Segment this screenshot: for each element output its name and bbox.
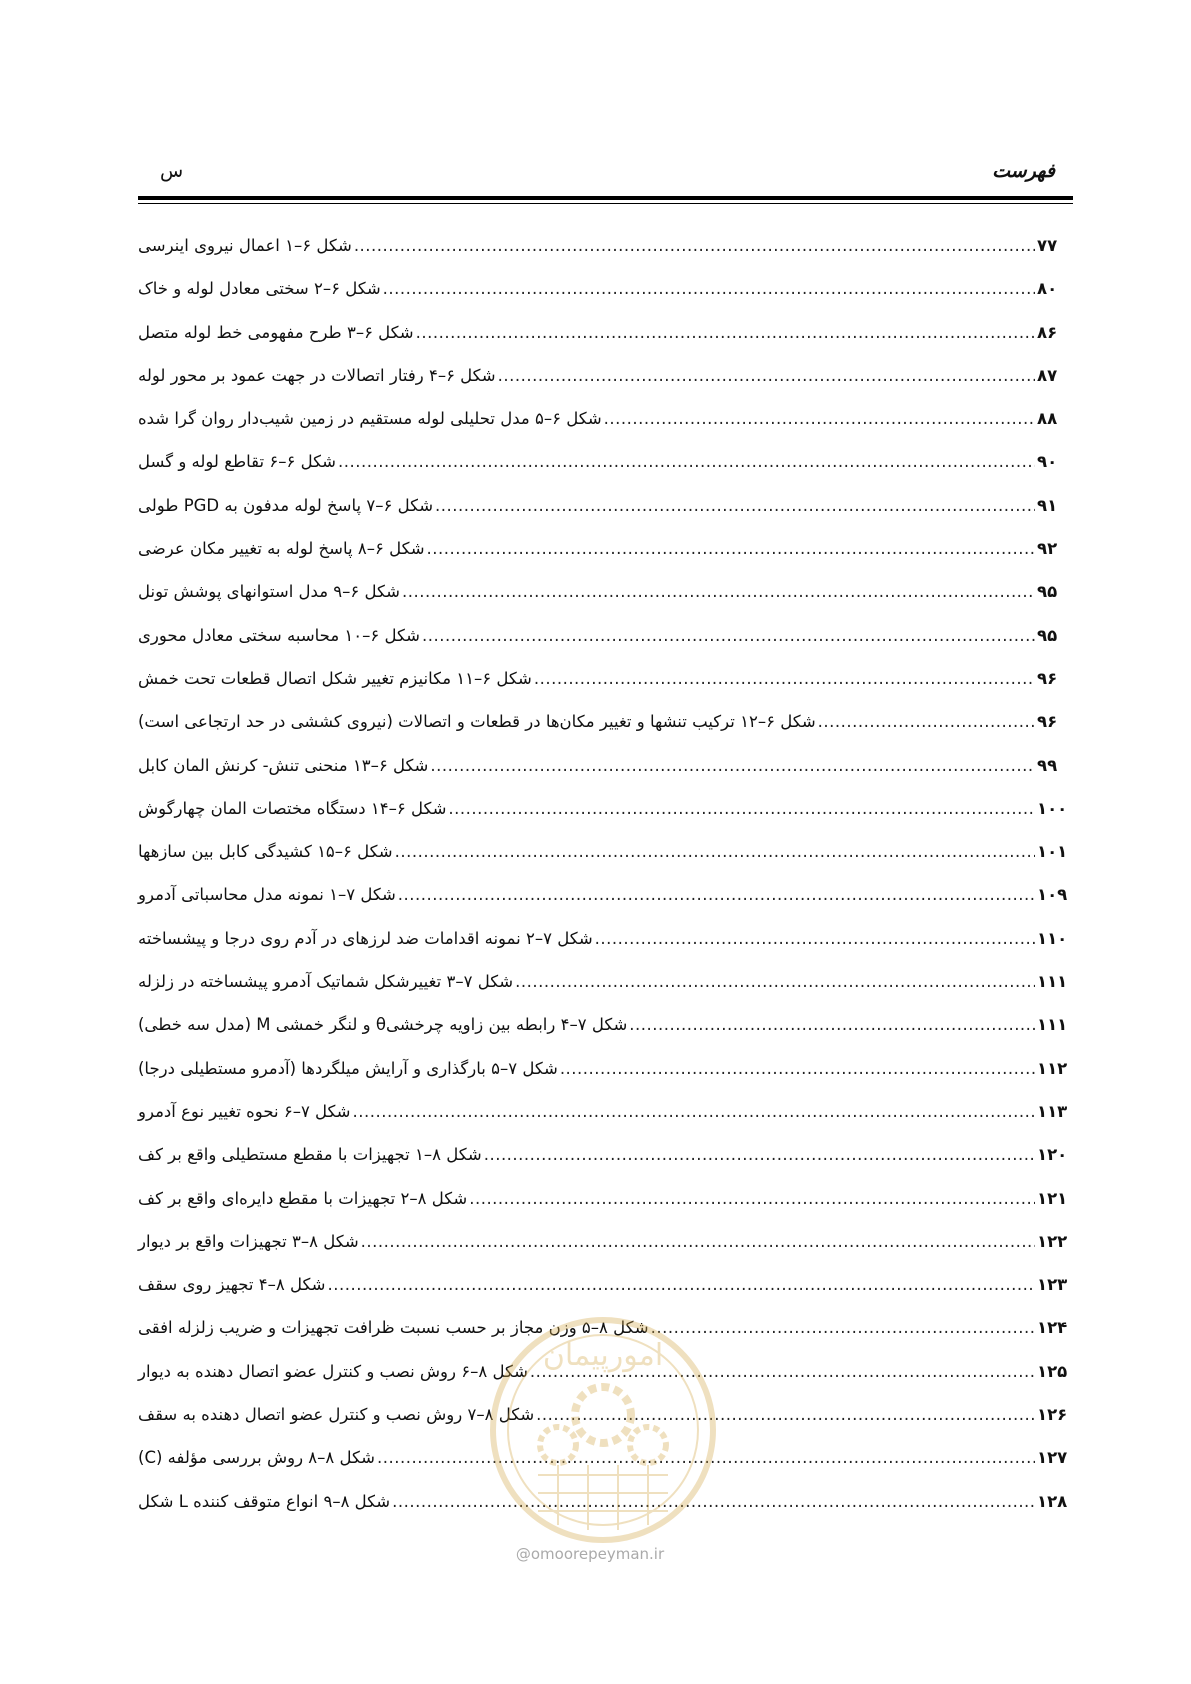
toc-leader-dots bbox=[427, 539, 1035, 558]
toc-entry-label: شکل ۶–۶ تقاطع لوله و گسل bbox=[138, 452, 337, 472]
figure-list bbox=[138, 236, 1073, 1535]
toc-entry-page: ۸۷ bbox=[1037, 365, 1058, 385]
toc-entry-label: شکل ۶–۱۳ منحنی تنش- کرنش المان کابل bbox=[138, 755, 429, 775]
toc-entry[interactable] bbox=[138, 409, 1073, 452]
toc-leader-dots bbox=[416, 323, 1035, 342]
toc-entry-page: ۱۰۰ bbox=[1037, 798, 1068, 818]
toc-entry-label: شکل ۶–۸ پاسخ لوله به تغییر مکان عرضی bbox=[138, 539, 425, 559]
toc-leader-dots bbox=[353, 1102, 1036, 1121]
toc-entry-page: ۹۵ bbox=[1037, 582, 1058, 602]
header-rule-thin bbox=[138, 203, 1073, 204]
toc-leader-dots bbox=[498, 366, 1035, 385]
toc-entry[interactable] bbox=[138, 366, 1073, 409]
toc-leader-dots bbox=[422, 626, 1035, 645]
toc-leader-dots bbox=[604, 409, 1035, 428]
toc-entry-page: ۱۲۸ bbox=[1037, 1491, 1068, 1511]
toc-entry[interactable] bbox=[138, 1059, 1073, 1102]
toc-entry[interactable] bbox=[138, 669, 1073, 712]
toc-entry-page: ۱۱۰ bbox=[1037, 928, 1068, 948]
toc-leader-dots bbox=[383, 279, 1035, 298]
toc-leader-dots bbox=[338, 452, 1035, 471]
toc-entry[interactable] bbox=[138, 842, 1073, 885]
toc-entry-page: ۹۵ bbox=[1037, 625, 1058, 645]
toc-entry-label: شکل ۶–۷ پاسخ لوله مدفون به PGD طولی bbox=[138, 495, 434, 515]
toc-leader-dots bbox=[515, 972, 1035, 991]
toc-entry-label: شکل ۶–۱۴ دستگاه مختصات المان چهارگوش bbox=[138, 798, 447, 818]
page-title: فهرست bbox=[992, 160, 1055, 182]
toc-entry-label: شکل ۸–۱ تجهیزات با مقطع مستطیلی واقع بر کف bbox=[138, 1145, 482, 1165]
toc-entry[interactable] bbox=[138, 885, 1073, 928]
toc-entry-page: ۱۲۲ bbox=[1037, 1231, 1068, 1251]
toc-entry[interactable] bbox=[138, 323, 1073, 366]
toc-leader-dots bbox=[530, 1362, 1035, 1381]
toc-entry-page: ۱۲۳ bbox=[1037, 1275, 1068, 1295]
toc-entry-label: شکل ۷–۵ بارگذاری و آرایش میلگردها (آدمرو مستطیلی درجا) bbox=[138, 1058, 558, 1078]
toc-entry[interactable] bbox=[138, 496, 1073, 539]
toc-entry[interactable] bbox=[138, 279, 1073, 322]
toc-entry[interactable] bbox=[138, 1405, 1073, 1448]
toc-entry-page: ۱۱۳ bbox=[1037, 1101, 1068, 1121]
toc-entry-label: شکل ۸–۸ روش بررسی مؤلفه (C) bbox=[138, 1448, 375, 1468]
toc-entry-page: ۹۰ bbox=[1037, 452, 1058, 472]
toc-entry-label: شکل ۶–۹ مدل استوانهای پوشش تونل bbox=[138, 582, 400, 602]
toc-entry-page: ۱۲۷ bbox=[1037, 1448, 1068, 1468]
toc-entry[interactable] bbox=[138, 1448, 1073, 1491]
toc-entry[interactable] bbox=[138, 799, 1073, 842]
toc-entry-page: ۹۹ bbox=[1037, 755, 1058, 775]
toc-entry-label: شکل ۸–۵ وزن مجاز بر حسب نسبت ظرافت تجهیزات و ضریب زلزله افقی bbox=[138, 1318, 649, 1338]
toc-entry-label: شکل ۶–۱۱ مکانیزم تغییر شکل اتصال قطعات تحت خمش bbox=[138, 668, 532, 688]
toc-entry-label: شکل ۷–۱ نمونه مدل محاسباتی آدمرو bbox=[138, 885, 396, 905]
toc-entry-label: شکل ۷–۶ نحوه تغییر نوع آدمرو bbox=[138, 1101, 351, 1121]
toc-entry[interactable] bbox=[138, 1492, 1073, 1535]
toc-leader-dots bbox=[392, 1492, 1035, 1511]
toc-leader-dots bbox=[377, 1448, 1035, 1467]
toc-entry-page: ۱۰۹ bbox=[1037, 885, 1068, 905]
toc-entry[interactable] bbox=[138, 452, 1073, 495]
toc-entry-label: شکل ۶–۳ طرح مفهومی خط لوله متصل bbox=[138, 322, 414, 342]
toc-leader-dots bbox=[818, 712, 1035, 731]
toc-entry-page: ۱۲۰ bbox=[1037, 1145, 1068, 1165]
toc-leader-dots bbox=[395, 842, 1035, 861]
toc-entry-page: ۱۰۱ bbox=[1037, 842, 1068, 862]
toc-entry-label: شکل ۶–۲ سختی معادل لوله و خاک bbox=[138, 279, 381, 299]
toc-entry[interactable] bbox=[138, 972, 1073, 1015]
toc-entry-label: شکل ۷–۴ رابطه بین زاویه چرخشیθ و لنگر خمشی M (مدل سه خطی) bbox=[138, 1015, 628, 1035]
toc-entry-label: شکل ۶–۴ رفتار اتصالات در جهت عمود بر محور لوله bbox=[138, 365, 496, 385]
toc-leader-dots bbox=[651, 1318, 1035, 1337]
toc-entry[interactable] bbox=[138, 929, 1073, 972]
toc-entry-label: شکل ۸–۳ تجهیزات واقع بر دیوار bbox=[138, 1231, 359, 1251]
toc-entry-label: شکل ۸–۹ انواع متوقف کننده L شکل bbox=[138, 1491, 391, 1511]
toc-leader-dots bbox=[361, 1232, 1035, 1251]
watermark-logo-text: امورپیمان bbox=[542, 1338, 664, 1373]
toc-entry-label: شکل ۶–۱ اعمال نیروی اینرسی bbox=[138, 236, 352, 255]
toc-entry-page: ۱۲۵ bbox=[1037, 1361, 1068, 1381]
page-header bbox=[138, 158, 1073, 198]
toc-entry[interactable] bbox=[138, 1145, 1073, 1188]
toc-leader-dots bbox=[534, 669, 1035, 688]
header-rule-thick bbox=[138, 196, 1073, 200]
toc-entry-page: ۹۶ bbox=[1037, 712, 1058, 732]
toc-entry-label: شکل ۸–۲ تجهیزات با مقطع دایره‌ای واقع بر کف bbox=[138, 1188, 468, 1208]
page-number: س bbox=[160, 160, 184, 182]
toc-entry-page: ۱۲۶ bbox=[1037, 1405, 1068, 1425]
toc-leader-dots bbox=[536, 1405, 1035, 1424]
toc-entry-page: ۸۰ bbox=[1037, 279, 1058, 299]
toc-entry[interactable] bbox=[138, 1015, 1073, 1058]
toc-entry[interactable] bbox=[138, 539, 1073, 582]
watermark-site: @omoorepeyman.ir bbox=[515, 1545, 665, 1563]
toc-entry[interactable] bbox=[138, 1189, 1073, 1232]
toc-entry[interactable] bbox=[138, 756, 1073, 799]
toc-entry-label: شکل ۶–۱۲ ترکیب تنشها و تغییر مکان‌ها در قطعات و اتصالات (نیروی کششی در حد ارتجاعی است) bbox=[138, 712, 816, 732]
toc-entry-label: شکل ۶–۵ مدل تحلیلی لوله مستقیم در زمین شیب‌دار روان گرا شده bbox=[138, 409, 602, 429]
toc-entry-label: شکل ۶–۱۰ محاسبه سختی معادل محوری bbox=[138, 625, 420, 645]
toc-entry-page: ۹۲ bbox=[1037, 539, 1058, 559]
toc-entry-page: ۱۲۴ bbox=[1037, 1318, 1068, 1338]
toc-entry[interactable] bbox=[138, 626, 1073, 669]
toc-entry-page: ۱۱۱ bbox=[1037, 972, 1068, 992]
toc-leader-dots bbox=[469, 1189, 1035, 1208]
toc-entry-page: ۸۶ bbox=[1037, 322, 1058, 342]
toc-leader-dots bbox=[435, 496, 1035, 515]
toc-leader-dots bbox=[448, 799, 1035, 818]
toc-entry[interactable] bbox=[138, 1362, 1073, 1405]
toc-leader-dots bbox=[327, 1275, 1035, 1294]
toc-entry-page: ۸۸ bbox=[1037, 409, 1058, 429]
toc-entry[interactable] bbox=[138, 1232, 1073, 1275]
toc-entry-page: ۱۱۱ bbox=[1037, 1015, 1068, 1035]
toc-entry-page: ۹۱ bbox=[1037, 495, 1058, 515]
toc-entry[interactable] bbox=[138, 236, 1073, 279]
toc-entry-page: ۹۶ bbox=[1037, 668, 1058, 688]
toc-entry-label: شکل ۸–۶ روش نصب و کنترل عضو اتصال دهنده به دیوار bbox=[138, 1361, 528, 1381]
toc-entry[interactable] bbox=[138, 1275, 1073, 1318]
toc-leader-dots bbox=[430, 756, 1035, 775]
toc-leader-dots bbox=[398, 885, 1035, 904]
toc-entry-label: شکل ۷–۲ نمونه اقدامات ضد لرزهای در آدم روی درجا و پیشساخته bbox=[138, 928, 593, 948]
toc-leader-dots bbox=[402, 582, 1035, 601]
toc-entry-page: ۷۷ bbox=[1037, 236, 1058, 255]
toc-leader-dots bbox=[595, 929, 1035, 948]
toc-leader-dots bbox=[354, 236, 1035, 255]
toc-entry-label: شکل ۸–۷ روش نصب و کنترل عضو اتصال دهنده به سقف bbox=[138, 1405, 535, 1425]
toc-leader-dots bbox=[629, 1015, 1035, 1034]
toc-entry[interactable] bbox=[138, 582, 1073, 625]
toc-entry-label: شکل ۶–۱۵ کشیدگی کابل بین سازهها bbox=[138, 842, 393, 862]
toc-entry-label: شکل ۷–۳ تغییرشکل شماتیک آدمرو پیشساخته در زلزله bbox=[138, 972, 514, 992]
toc-leader-dots bbox=[484, 1145, 1035, 1164]
toc-entry-page: ۱۱۲ bbox=[1037, 1058, 1068, 1078]
toc-entry[interactable] bbox=[138, 1102, 1073, 1145]
toc-entry[interactable] bbox=[138, 1318, 1073, 1361]
toc-entry-label: شکل ۸–۴ تجهیز روی سقف bbox=[138, 1275, 326, 1295]
toc-leader-dots bbox=[560, 1059, 1035, 1078]
toc-entry[interactable] bbox=[138, 712, 1073, 755]
toc-entry-page: ۱۲۱ bbox=[1037, 1188, 1068, 1208]
